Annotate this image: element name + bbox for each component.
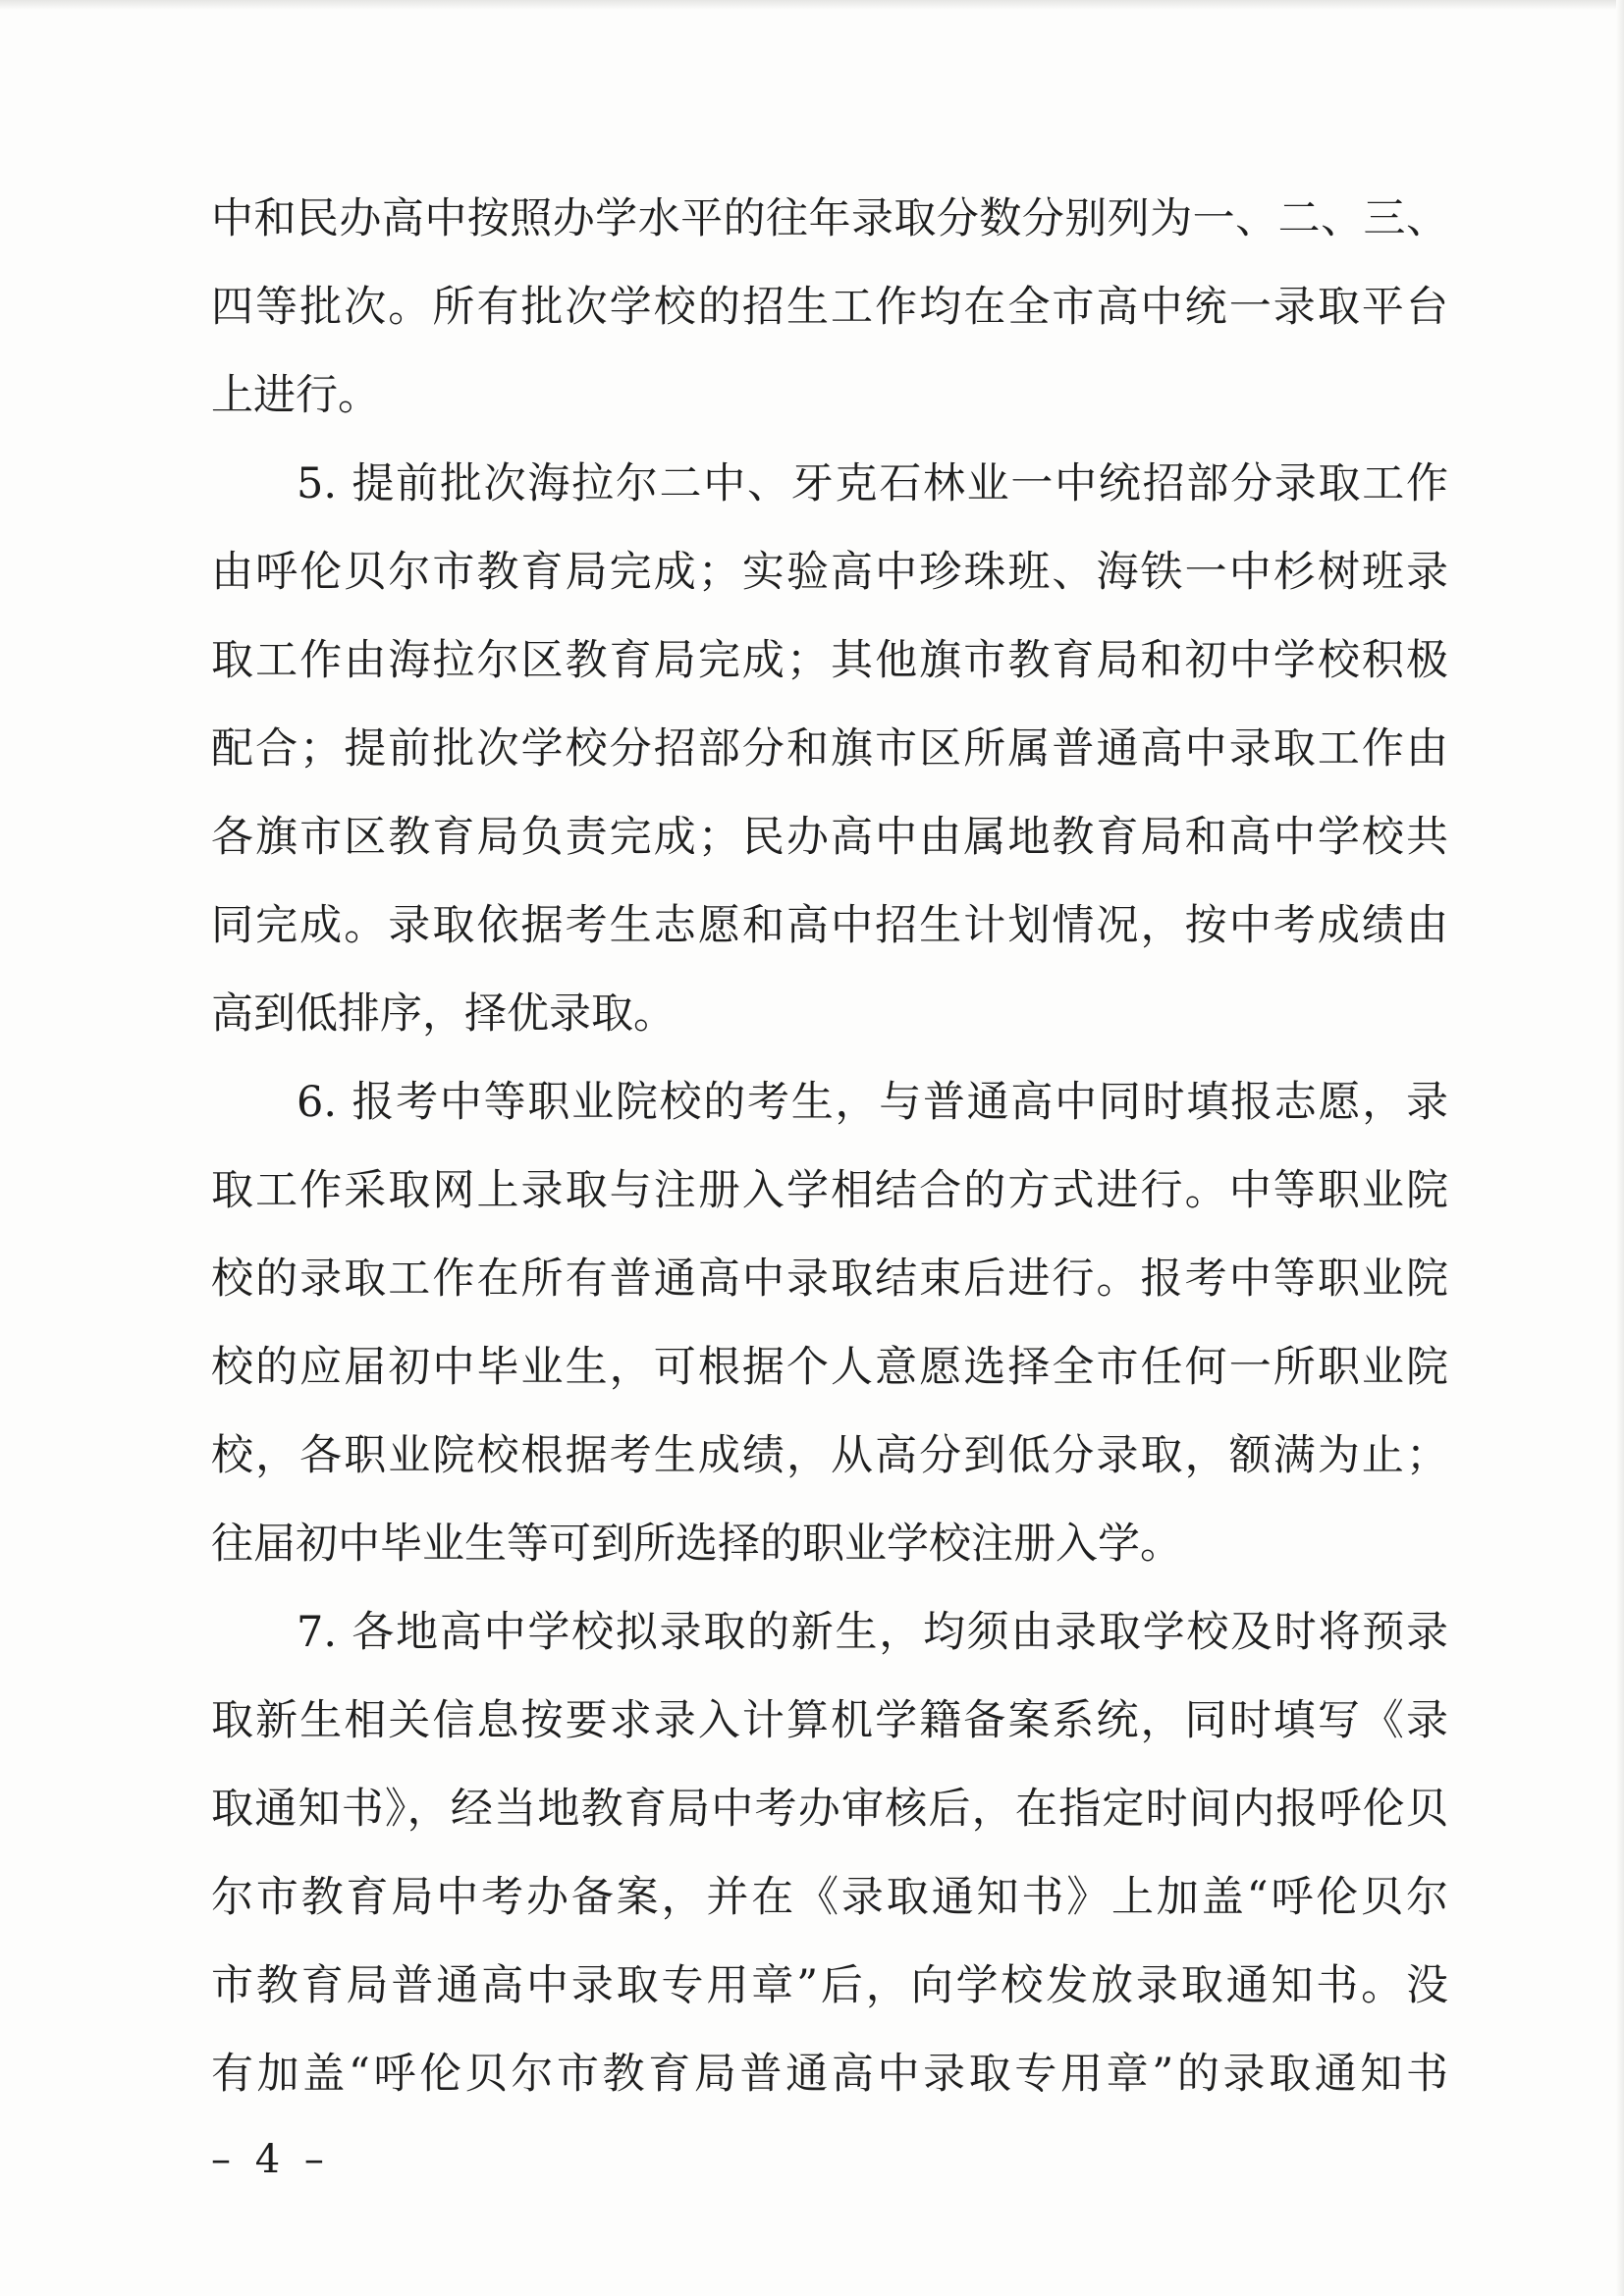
text-line: 上进行。 bbox=[211, 371, 380, 420]
text-line: 取通知书》，经当地教育局中考办审核后，在指定时间内报呼伦贝 bbox=[211, 1785, 1448, 1834]
text-line: 高到低排序，择优录取。 bbox=[211, 989, 676, 1039]
text-line: 取工作由海拉尔区教育局完成；其他旗市教育局和初中学校积极 bbox=[211, 636, 1448, 685]
text-line: 校的录取工作在所有普通高中录取结束后进行。报考中等职业院 bbox=[211, 1255, 1448, 1304]
text-line: 四等批次。所有批次学校的招生工作均在全市高中统一录取平台 bbox=[211, 283, 1448, 332]
text-line: 有加盖“呼伦贝尔市教育局普通高中录取专用章”的录取通知书 bbox=[211, 2050, 1448, 2099]
text-line: 取工作采取网上录取与注册入学相结合的方式进行。中等职业院 bbox=[211, 1166, 1448, 1215]
text-line: 中和民办高中按照办学水平的往年录取分数分别列为一、二、三、 bbox=[211, 194, 1448, 243]
text-line: 往届初中毕业生等可到所选择的职业学校注册入学。 bbox=[211, 1520, 1182, 1569]
paragraph-7-start: 7. 各地高中学校拟录取的新生，均须由录取学校及时将预录 bbox=[297, 1608, 1448, 1657]
body-text bbox=[211, 175, 1448, 2118]
page-number: – 4 – bbox=[211, 2137, 330, 2182]
text-line: 各旗市区教育局负责完成；民办高中由属地教育局和高中学校共 bbox=[211, 813, 1448, 862]
paragraph-5-start: 5. 提前批次海拉尔二中、牙克石林业一中统招部分录取工作 bbox=[297, 459, 1448, 508]
text-line: 尔市教育局中考办备案，并在《录取通知书》上加盖“呼伦贝尔 bbox=[211, 1873, 1448, 1922]
text-line: 校，各职业院校根据考生成绩，从高分到低分录取，额满为止； bbox=[211, 1431, 1448, 1480]
text-line: 配合；提前批次学校分招部分和旗市区所属普通高中录取工作由 bbox=[211, 724, 1448, 774]
scan-edge-right bbox=[1616, 0, 1624, 2296]
paragraph-6-start: 6. 报考中等职业院校的考生，与普通高中同时填报志愿，录 bbox=[297, 1078, 1448, 1127]
text-line: 校的应届初中毕业生，可根据个人意愿选择全市任何一所职业院 bbox=[211, 1343, 1448, 1392]
text-line: 取新生相关信息按要求录入计算机学籍备案系统，同时填写《录 bbox=[211, 1696, 1448, 1745]
scan-edge-top bbox=[0, 0, 1624, 10]
text-line: 市教育局普通高中录取专用章”后，向学校发放录取通知书。没 bbox=[211, 1961, 1448, 2010]
text-line: 由呼伦贝尔市教育局完成；实验高中珍珠班、海铁一中杉树班录 bbox=[211, 548, 1448, 597]
text-line: 同完成。录取依据考生志愿和高中招生计划情况，按中考成绩由 bbox=[211, 901, 1448, 950]
